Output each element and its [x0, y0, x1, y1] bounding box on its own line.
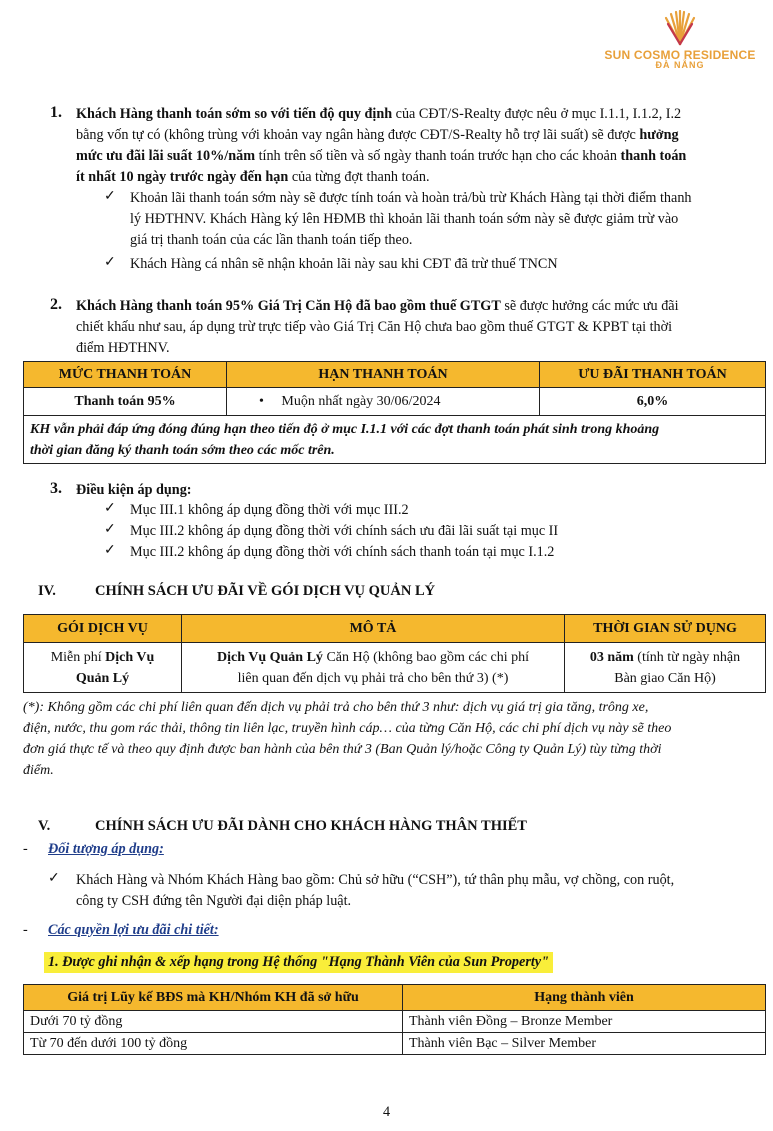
logo-brand-text: SUN COSMO RESIDENCE	[604, 48, 756, 62]
check-icon: ✓	[104, 501, 116, 516]
cell-thoi-gian-line-2: Bàn giao Căn Hộ)	[614, 670, 716, 686]
cell-goi-b: Dịch Vụ	[105, 649, 155, 665]
header-thoi-gian: THỜI GIAN SỬ DỤNG	[565, 615, 766, 643]
fan-logo-icon	[660, 10, 700, 46]
cell-uu-dai: 6,0%	[540, 388, 766, 416]
header-muc-thanh-toan: MỨC THANH TOÁN	[24, 362, 227, 388]
header-mo-ta: MÔ TẢ	[182, 615, 565, 643]
highlighted-item: 1. Được ghi nhận & xếp hạng trong Hệ thống "Hạng Thành Viên của Sun Property"	[44, 952, 553, 973]
cell-han-text: Muộn nhất ngày 30/06/2024	[281, 393, 441, 409]
s1-bold-h: ít nhất 10 ngày trước ngày đến hạn	[76, 169, 289, 185]
section-v-number: V.	[38, 818, 51, 834]
cell-mo-ta	[182, 643, 565, 693]
section-3-number: 3.	[50, 480, 62, 497]
s5-item-line-1: Khách Hàng và Nhóm Khách Hàng bao gồm: Chủ sở hữu (“CSH”), tứ thân phụ mẫu, vợ chồng, con ruột,	[76, 872, 675, 888]
s1-bold-e: mức ưu đãi lãi suất 10%/năm	[76, 148, 256, 164]
cell-gia-tri-2: Từ 70 đến dưới 100 tỷ đồng	[24, 1033, 403, 1055]
s2-line-3: điểm HĐTHNV.	[76, 340, 170, 356]
s1-text-i: của từng đợt thanh toán.	[288, 169, 430, 185]
section-3-title: Điều kiện áp dụng:	[76, 482, 192, 498]
sub-heading-quyen-loi: Các quyền lợi ưu đãi chi tiết:	[48, 922, 219, 938]
section-2-number: 2.	[50, 296, 62, 313]
s3-item-2: Mục III.2 không áp dụng đồng thời với chính sách ưu đãi lãi suất tại mục II	[130, 523, 559, 539]
s2-bold-a: Khách Hàng thanh toán 95% Giá Trị Căn Hộ đã bao gồm thuế GTGT	[76, 298, 501, 314]
dash-bullet: -	[23, 841, 28, 857]
s1-bold-g: thanh toán	[620, 148, 687, 164]
table-note-line-1: KH vẫn phải đáp ứng đóng đúng hạn theo tiến độ ở mục I.1.1 với các đợt thanh toán phát sinh trong khoảng	[30, 421, 660, 437]
cell-muc: Thanh toán 95%	[24, 388, 227, 416]
s2-text-b: sẽ được hưởng các mức ưu đãi	[500, 298, 679, 314]
cell-thoi-gian	[565, 643, 766, 693]
check-icon: ✓	[104, 522, 116, 537]
cell-thoi-gian-a: 03 năm	[589, 649, 634, 665]
s1-check-1-line-3: giá trị thanh toán của các lần thanh toán tiếp theo.	[130, 232, 413, 248]
discount-table	[23, 361, 766, 464]
table-note-line-2: thời gian đăng ký thanh toán sớm theo các mốc trên.	[30, 442, 335, 458]
s5-item	[76, 870, 768, 912]
page-number: 4	[383, 1104, 391, 1120]
header-gia-tri: Giá trị Lũy kế BĐS mà KH/Nhóm KH đã sở hữu	[24, 985, 403, 1011]
s1-text-f: tính trên số tiền và số ngày thanh toán trước hạn cho các khoản	[255, 148, 621, 164]
cell-hang-1: Thành viên Đồng – Bronze Member	[403, 1011, 766, 1033]
footnote-line-1: (*): Không gồm các chi phí liên quan đến dịch vụ phải trả cho bên thứ 3 như: dịch vụ giá trị gia tăng, trông xe,	[23, 700, 649, 715]
footnote-line-4: điểm.	[23, 763, 54, 778]
s1-text-c: bằng vốn tự có (không trùng với khoản vay ngân hàng được CĐT/S-Realty hỗ trợ lãi suất) sẽ được	[76, 127, 640, 143]
header-uu-dai: ƯU ĐÃI THANH TOÁN	[540, 362, 766, 388]
check-icon: ✓	[48, 871, 60, 886]
cell-mo-ta-b: Căn Hộ (không bao gồm các chi phí	[322, 649, 529, 665]
section-1-number: 1.	[50, 104, 62, 121]
s1-check-1	[130, 188, 770, 251]
footnote-line-2: điện, nước, thu gom rác thải, thông tin liên lạc, truyền hình cáp… của từng Căn Hộ, các chi phí dịch vụ này sẽ theo	[23, 721, 672, 736]
cell-goi-dich-vu	[24, 643, 182, 693]
section-iv-title: CHÍNH SÁCH ƯU ĐÃI VỀ GÓI DỊCH VỤ QUẢN LÝ	[95, 583, 436, 599]
s2-line-2: chiết khấu như sau, áp dụng trừ trực tiếp vào Giá Trị Căn Hộ chưa bao gồm thuế GTGT & KPBT tại thời	[76, 319, 673, 335]
s3-item-3: Mục III.2 không áp dụng đồng thời với chính sách thanh toán tại mục I.1.2	[130, 544, 555, 560]
cell-han: • Muộn nhất ngày 30/06/2024	[227, 388, 540, 416]
dash-bullet: -	[23, 922, 28, 938]
s1-check-1-line-2: lý HĐTHNV. Khách Hàng ký lên HĐMB thì khoản lãi thanh toán sớm này sẽ được giảm trừ vào	[130, 211, 679, 227]
check-icon: ✓	[104, 189, 116, 204]
section-1-paragraph	[76, 104, 766, 188]
check-icon: ✓	[104, 255, 116, 270]
s5-item-line-2: công ty CSH đứng tên Người đại diện pháp luật.	[76, 893, 352, 909]
section-v-title: CHÍNH SÁCH ƯU ĐÃI DÀNH CHO KHÁCH HÀNG THÂN THIẾT	[95, 818, 527, 834]
s1-check-2: Khách Hàng cá nhân sẽ nhận khoản lãi này sau khi CĐT đã trừ thuế TNCN	[130, 256, 558, 272]
cell-mo-ta-a: Dịch Vụ Quản Lý	[216, 649, 323, 665]
table-note	[24, 416, 766, 464]
cell-gia-tri-1: Dưới 70 tỷ đồng	[24, 1011, 403, 1033]
cell-hang-2: Thành viên Bạc – Silver Member	[403, 1033, 766, 1055]
s3-item-1: Mục III.1 không áp dụng đồng thời với mục III.2	[130, 502, 409, 518]
check-icon: ✓	[104, 543, 116, 558]
service-footnote	[23, 697, 768, 781]
s1-check-1-line-1: Khoản lãi thanh toán sớm này sẽ được tính toán và hoàn trả/bù trừ Khách Hàng tại thời điểm thanh	[130, 190, 692, 206]
s1-bold-d: hưởng	[639, 127, 679, 143]
section-iv-number: IV.	[38, 583, 56, 599]
cell-goi-a: Miễn phí	[50, 649, 106, 665]
header-goi-dich-vu: GÓI DỊCH VỤ	[24, 615, 182, 643]
sub-heading-doi-tuong: Đối tượng áp dụng:	[48, 841, 164, 857]
service-table	[23, 614, 766, 693]
s1-text-b: của CĐT/S-Realty được nêu ở mục I.1.1, I.1.2, I.2	[392, 106, 682, 122]
header-hang: Hạng thành viên	[403, 985, 766, 1011]
cell-goi-c: Quản Lý	[75, 670, 130, 686]
cell-thoi-gian-b: (tính từ ngày nhận	[633, 649, 741, 665]
member-table	[23, 984, 766, 1055]
section-2-paragraph	[76, 296, 766, 359]
brand-logo	[600, 10, 760, 70]
s1-bold-a: Khách Hàng thanh toán sớm so với tiến độ quy định	[76, 106, 393, 122]
logo-city-text: ĐÀ NẴNG	[655, 60, 705, 70]
cell-mo-ta-line-2: liên quan đến dịch vụ phải trả cho bên thứ 3) (*)	[237, 670, 509, 686]
header-han-thanh-toan: HẠN THANH TOÁN	[227, 362, 540, 388]
footnote-line-3: đơn giá thực tế và theo quy định được ban hành của bên thứ 3 (Ban Quản lý/hoặc Công ty Quản Lý) tùy từng thời	[23, 742, 662, 757]
